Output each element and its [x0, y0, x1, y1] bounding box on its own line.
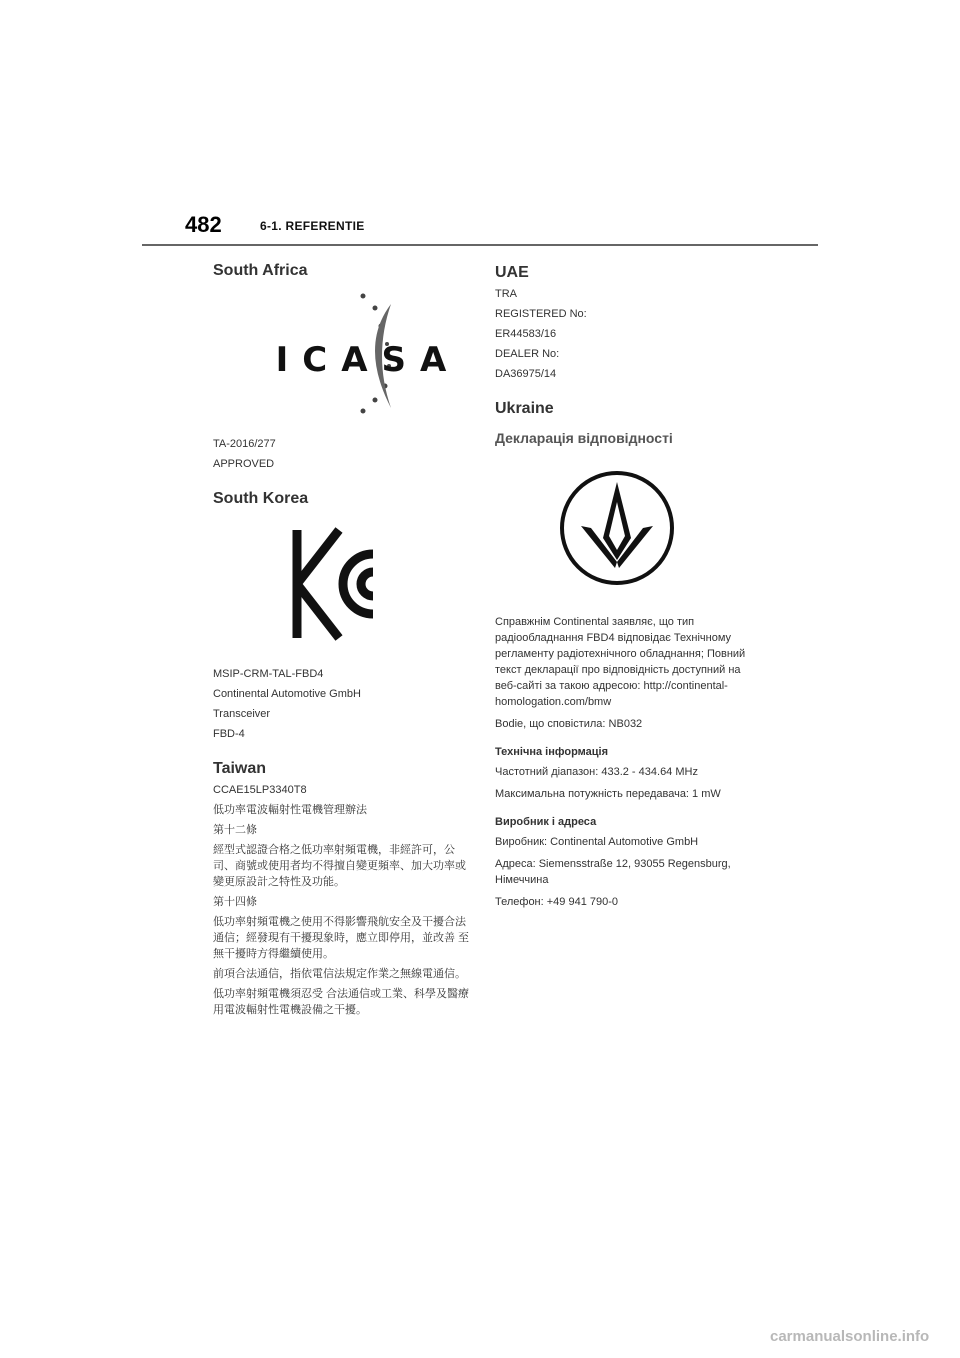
south-africa-heading: South Africa — [213, 262, 308, 279]
south-africa-line: APPROVED — [213, 458, 275, 470]
taiwan-line: 第十四條 — [213, 896, 257, 908]
right-column — [495, 264, 755, 910]
south-korea-line: FBD-4 — [213, 728, 245, 740]
site-watermark: carmanualsonline.info — [770, 1328, 930, 1345]
ukraine-declaration-heading: Декларація відповідності — [495, 430, 673, 446]
ukraine-manufacturer-line: Адреса: Siemensstraße 12, 93055 Regensburg, Німеччина — [495, 858, 731, 886]
ukraine-manufacturer-line: Виробник: Continental Automotive GmbH — [495, 836, 699, 848]
south-korea-line: Continental Automotive GmbH — [213, 688, 361, 700]
icasa-logo — [263, 286, 473, 426]
uae-line: ER44583/16 — [495, 328, 557, 340]
uae-heading: UAE — [495, 264, 529, 281]
left-column — [213, 262, 473, 1018]
header-divider — [142, 244, 818, 246]
kc-mark-logo — [291, 524, 379, 644]
ukraine-tech-heading: Технічна інформація — [495, 746, 608, 758]
taiwan-line: CCAE15LP3340T8 — [213, 784, 307, 796]
ukraine-heading: Ukraine — [495, 400, 554, 417]
uae-line: DEALER No: — [495, 348, 560, 360]
ukraine-tech-line: Частотний діапазон: 433.2 - 434.64 MHz — [495, 766, 698, 778]
page-number: 482 — [185, 212, 222, 237]
ukraine-declaration-text: Справжнім Continental заявляє, що тип радіообладнання FBD4 відповідає Технічному регламенту радіотехнічного обладнання; Повний текст декларації про відповідність доступний на веб-сайті за такою адресою: http://continental-homologation.com/bmw — [495, 616, 746, 708]
taiwan-line: 前項合法通信，指依電信法規定作業之無線電通信。 — [213, 968, 466, 980]
uae-line: REGISTERED No: — [495, 308, 587, 320]
south-korea-line: Transceiver — [213, 708, 271, 720]
taiwan-line: 第十二條 — [213, 824, 257, 836]
taiwan-line: 低功率射頻電機須忍受 合法通信或工業、科學及醫療用電波輻射性電機設備之干擾。 — [213, 988, 470, 1016]
uae-line: TRA — [495, 288, 517, 300]
taiwan-line: 低功率電波輻射性電機管理辦法 — [213, 804, 367, 816]
south-africa-line: TA-2016/277 — [213, 438, 276, 450]
ukraine-manufacturer-heading: Виробник і адреса — [495, 816, 597, 828]
ukraine-manufacturer-line: Телефон: +49 941 790-0 — [495, 896, 619, 908]
south-korea-line: MSIP-CRM-TAL-FBD4 — [213, 668, 324, 680]
icasa-logo-text: ICASA — [275, 340, 461, 380]
ukraine-body-line: Bodie, що сповістила: NB032 — [495, 718, 643, 730]
taiwan-line: 低功率射頻電機之使用不得影響飛航安全及干擾合法通信；經發現有干擾現象時，應立即停用，並改善 至無干擾時方得繼續使用。 — [213, 916, 470, 960]
taiwan-line: 經型式認證合格之低功率射頻電機，非經許可，公司、商號或使用者均不得擅自變更頻率、加大功率或 變更原設計之特性及功能。 — [213, 844, 466, 888]
section-title: 6-1. REFERENTIE — [260, 219, 365, 233]
ukraine-conformity-mark-logo — [557, 468, 677, 588]
taiwan-heading: Taiwan — [213, 760, 267, 777]
uae-line: DA36975/14 — [495, 368, 557, 380]
south-korea-heading: South Korea — [213, 490, 309, 507]
ukraine-tech-line: Максимальна потужність передавача: 1 mW — [495, 788, 721, 800]
